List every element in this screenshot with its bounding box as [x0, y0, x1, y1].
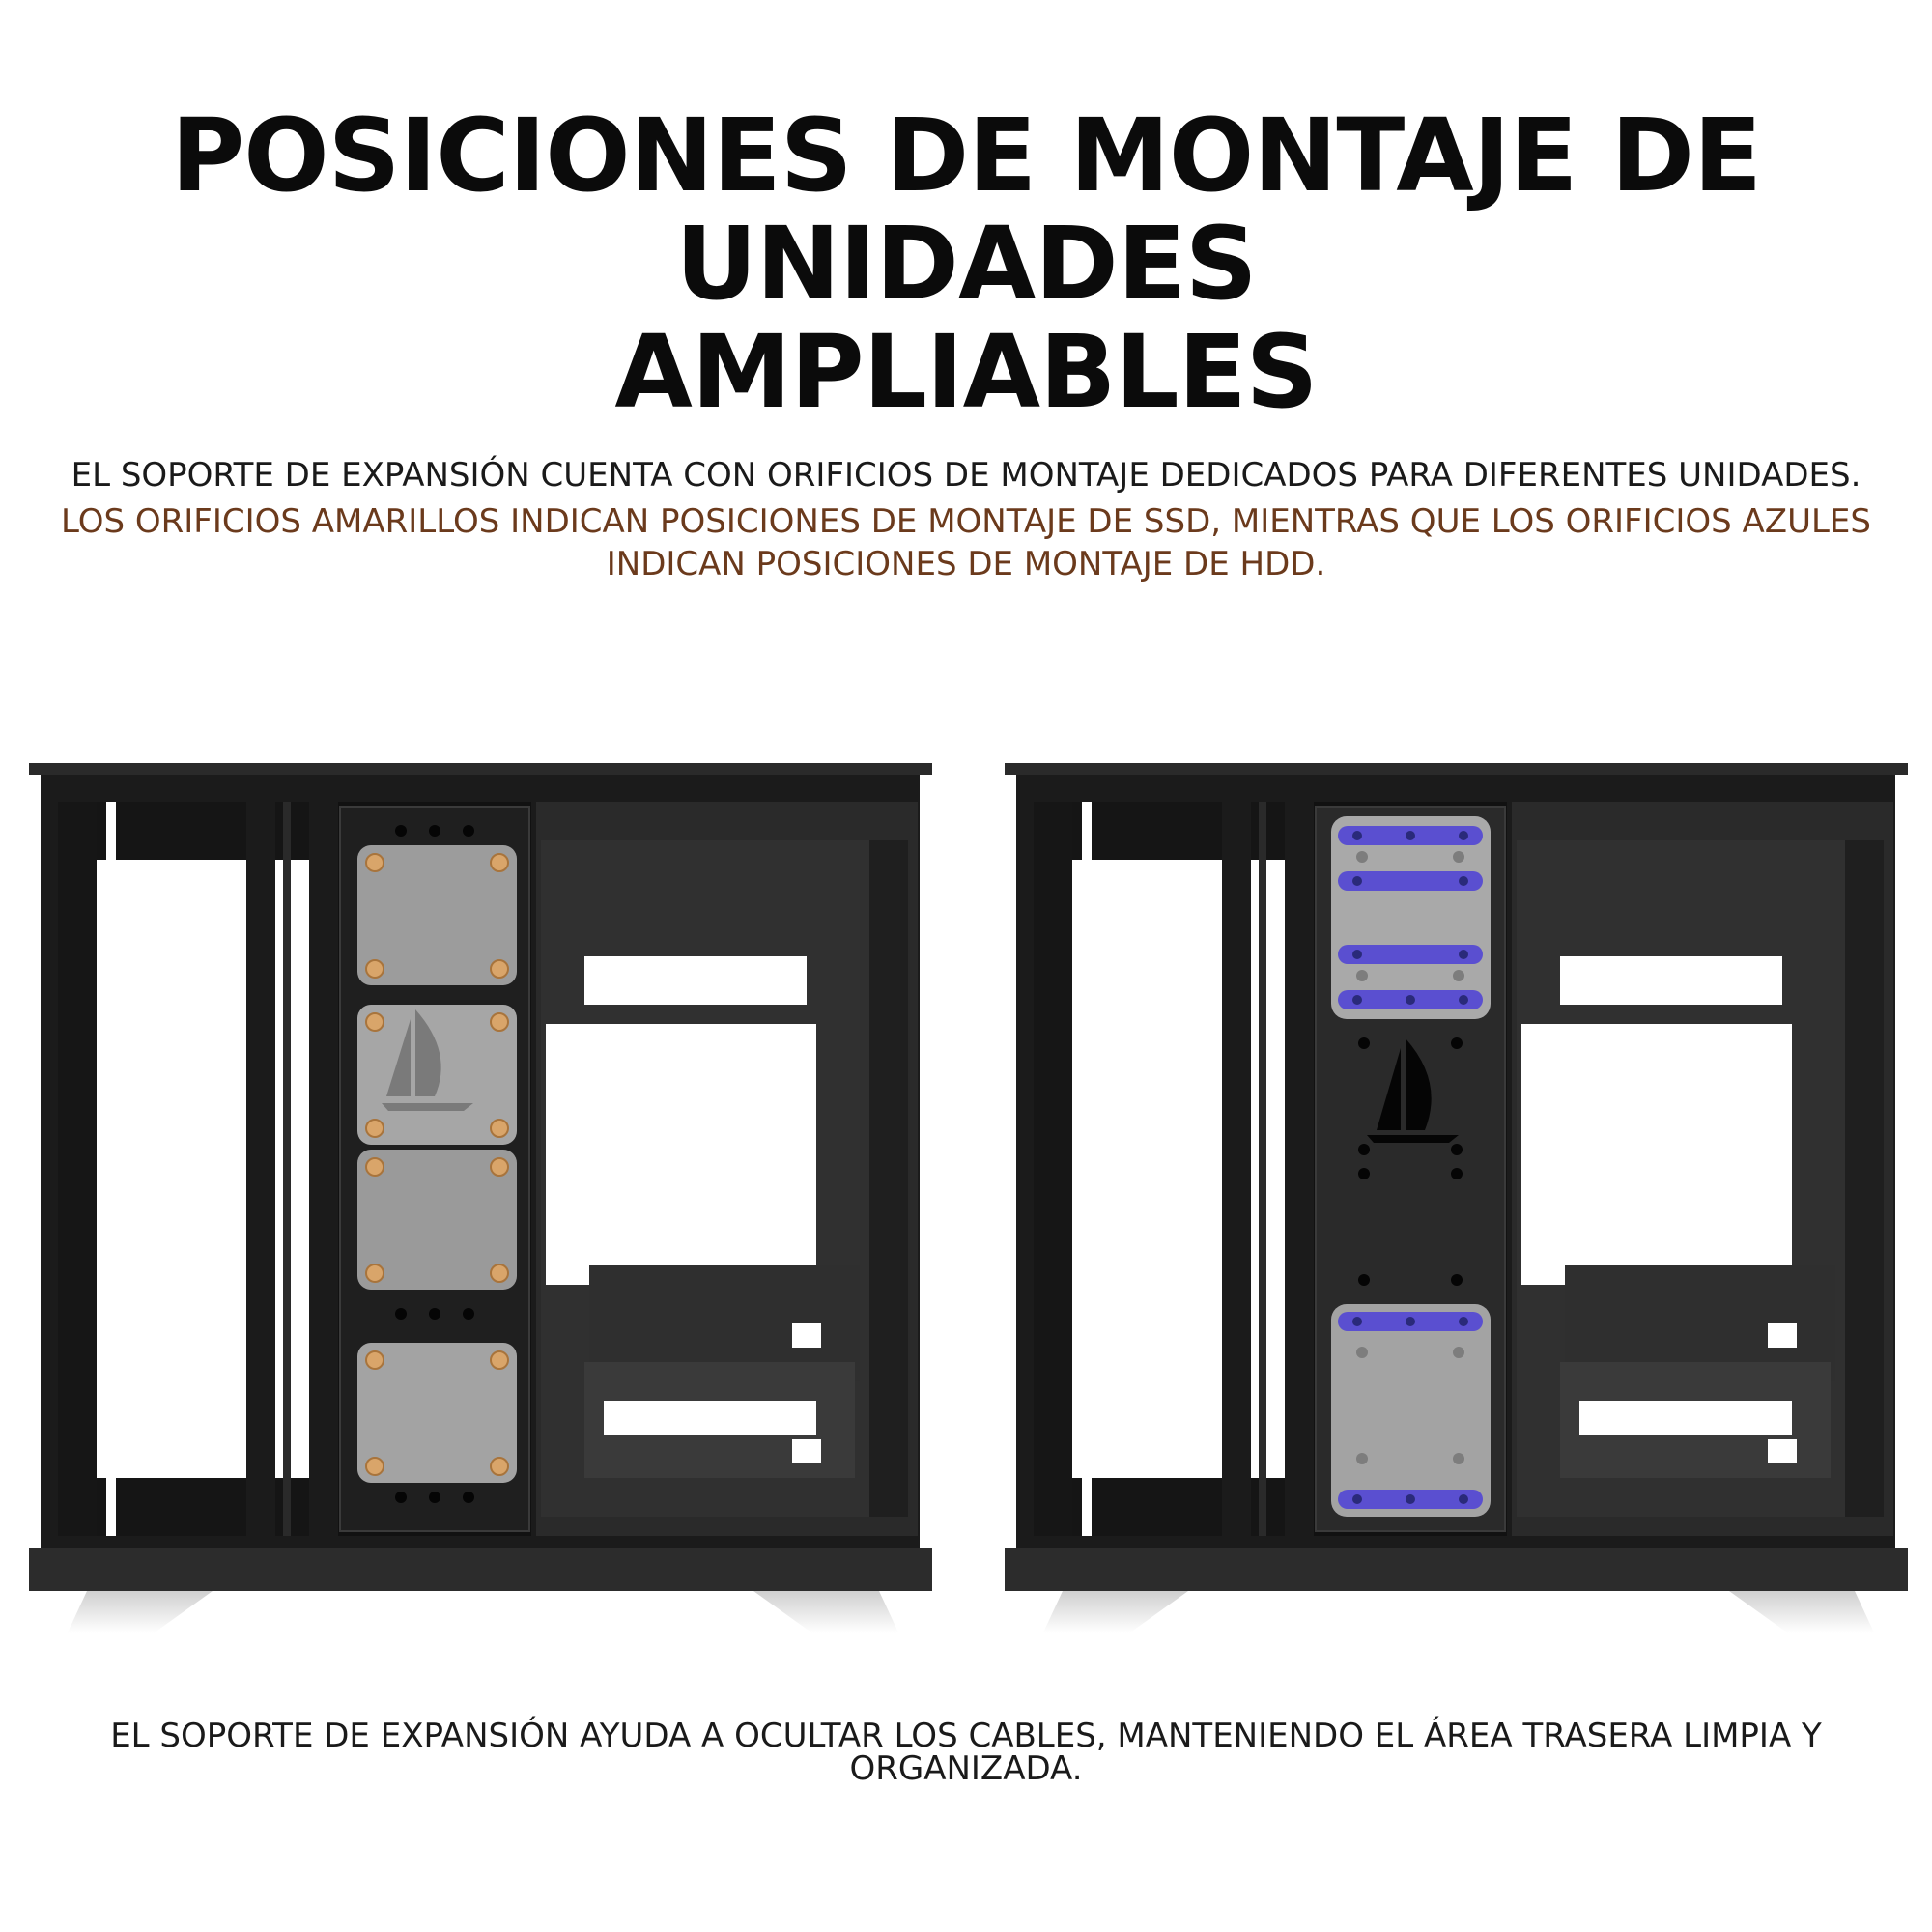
case-hdd-illustration [1005, 763, 1913, 1633]
footer-caption: EL SOPORTE DE EXPANSIÓN AYUDA A OCULTAR LOS CABLES, MANTENIENDO EL ÁREA TRASERA LIMPIA Y ORGANIZADA. [110, 1717, 1822, 1788]
case-hdd-view [1005, 763, 1913, 1633]
description-line-1: EL SOPORTE DE EXPANSIÓN CUENTA CON ORIFICIOS DE MONTAJE DEDICADOS PARA DIFERENTES UNIDADES. [71, 456, 1861, 495]
case-base [29, 1548, 932, 1591]
description-line-2: LOS ORIFICIOS AMARILLOS INDICAN POSICIONES DE MONTAJE DE SSD, MIENTRAS QUE LOS ORIFICIOS AZULES INDICAN POSICIONES DE MONTAJE DE HDD. [60, 502, 1871, 583]
page-title [0, 97, 1932, 431]
title-line-2: AMPLIABLES [614, 313, 1318, 431]
hdd-plate-2 [1331, 1304, 1491, 1517]
case-top-panel [29, 763, 932, 775]
case-ssd-illustration [29, 763, 937, 1633]
case-base [1005, 1548, 1908, 1591]
case-ssd-view [29, 763, 937, 1633]
title-line-1: POSICIONES DE MONTAJE DE UNIDADES [170, 97, 1762, 323]
case-top-panel [1005, 763, 1908, 775]
hdd-plate-1 [1331, 816, 1491, 1019]
